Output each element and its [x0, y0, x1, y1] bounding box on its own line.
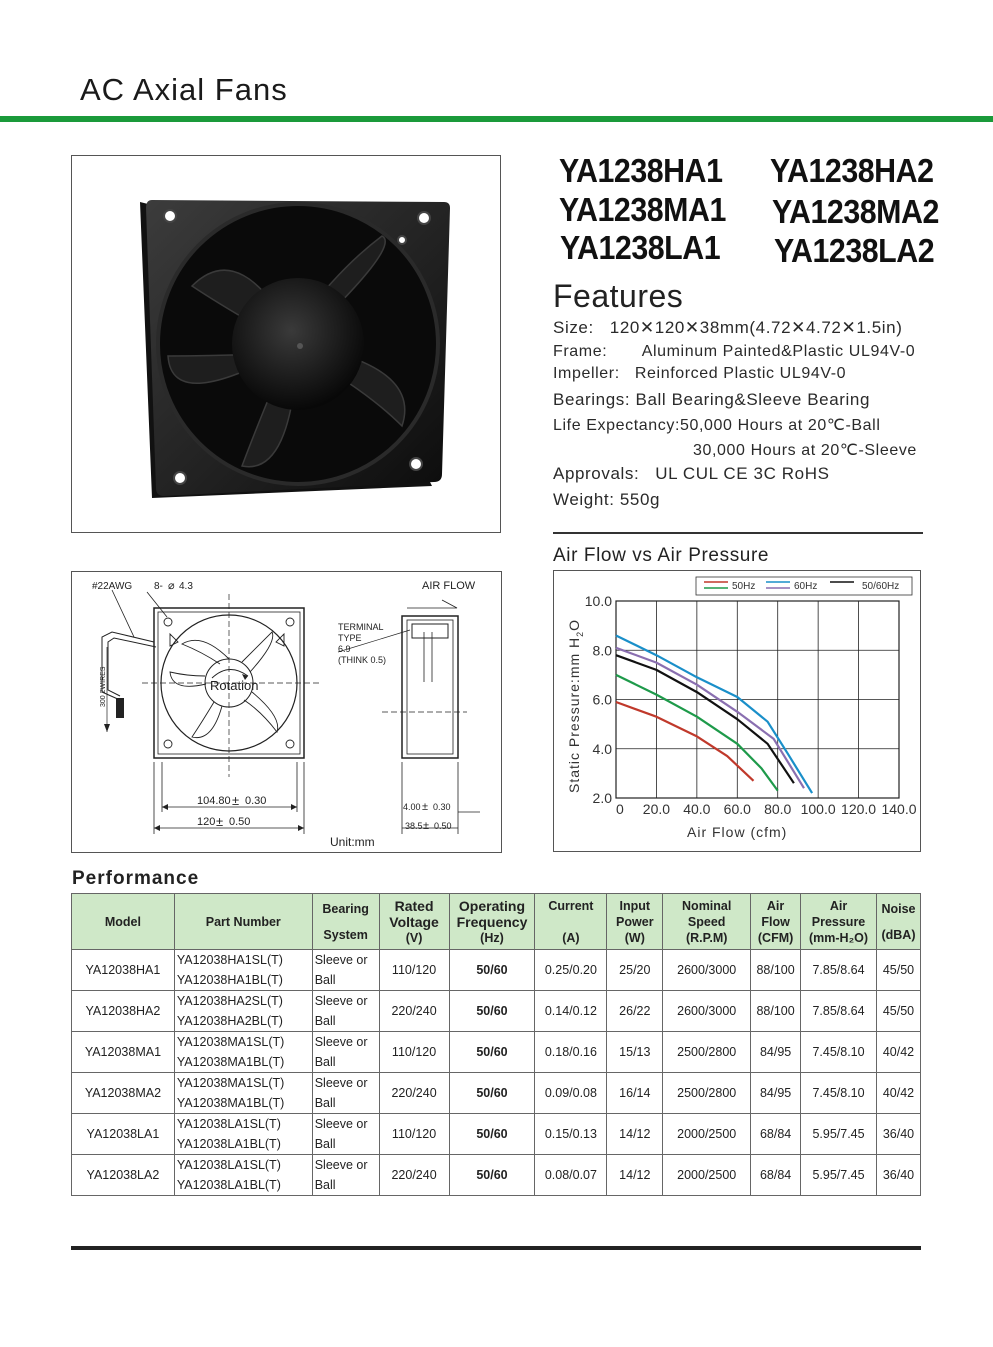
- table-row: [72, 991, 921, 1032]
- cell-noise: 45/50: [876, 950, 920, 991]
- model-name: YA1238HA2: [770, 152, 934, 189]
- x-tick-label: 80.0: [764, 801, 792, 817]
- col-air-pressure: Air Pressure (mm-H₂O): [801, 894, 877, 950]
- cell-air-flow: 84/95: [751, 1032, 801, 1073]
- cell-bearing: Sleeve or Ball: [312, 1155, 379, 1196]
- cell-frequency: 50/60: [449, 991, 535, 1032]
- fan-photo-icon: [72, 156, 500, 532]
- cell-speed: 2000/2500: [663, 1155, 751, 1196]
- cell-speed: 2600/3000: [663, 991, 751, 1032]
- cell-part-number: YA12038MA1SL(T) YA12038MA1BL(T): [174, 1073, 312, 1114]
- table-row: [72, 1155, 921, 1196]
- wires-label: 300 2WIRES: [100, 666, 107, 707]
- cell-bearing: Sleeve or Ball: [312, 991, 379, 1032]
- feature-size: Size: 120✕120✕38mm(4.72✕4.72✕1.5in): [553, 318, 903, 337]
- x-tick-label: 20.0: [642, 801, 671, 817]
- terminal-label-3: 6.9: [338, 644, 351, 654]
- air-flow-label: AIR FLOW: [422, 580, 476, 592]
- cell-bearing: Sleeve or Ball: [312, 1032, 379, 1073]
- cell-bearing: Sleeve or Ball: [312, 1073, 379, 1114]
- cell-voltage: 110/120: [379, 1032, 449, 1073]
- performance-title: Performance: [72, 868, 200, 889]
- legend-label: 60Hz: [794, 581, 818, 592]
- x-tick-label: 0: [616, 801, 624, 817]
- cell-model: YA12038HA2: [72, 991, 175, 1032]
- rotation-label: Rotation: [210, 678, 259, 693]
- feature-bearings: Bearings: Ball Bearing&Sleeve Bearing: [553, 390, 871, 409]
- col-voltage: Rated Voltage (V): [379, 894, 449, 950]
- cell-power: 14/12: [607, 1155, 663, 1196]
- cell-noise: 36/40: [876, 1155, 920, 1196]
- chart-svg: [554, 571, 920, 851]
- cell-speed: 2500/2800: [663, 1073, 751, 1114]
- terminal-label-1: TERMINAL: [338, 622, 384, 632]
- cell-air-pressure: 5.95/7.45: [801, 1155, 877, 1196]
- feature-approvals: Approvals: UL CUL CE 3C RoHS: [553, 464, 830, 483]
- y-tick-label: 4.0: [592, 740, 612, 757]
- terminal-label-4: (THINK 0.5): [338, 655, 387, 665]
- model-name: YA1238MA1: [559, 191, 726, 228]
- cell-part-number: YA12038HA2SL(T) YA12038HA2BL(T): [174, 991, 312, 1032]
- feature-impeller: Impeller: Reinforced Plastic UL94V-0: [553, 365, 847, 382]
- x-tick-label: 60.0: [723, 801, 751, 817]
- plusminus-icon: ±: [216, 814, 224, 829]
- chart-panel: [553, 570, 921, 852]
- cell-voltage: 220/240: [379, 1155, 449, 1196]
- x-tick-label: 100.0: [800, 801, 836, 817]
- cell-current: 0.14/0.12: [535, 991, 607, 1032]
- cell-model: YA12038LA1: [72, 1114, 175, 1155]
- cell-bearing: Sleeve or Ball: [312, 950, 379, 991]
- cell-model: YA12038MA2: [72, 1073, 175, 1114]
- cell-air-pressure: 7.85/8.64: [801, 991, 877, 1032]
- cell-power: 26/22: [607, 991, 663, 1032]
- dim-flange-label: 4.00: [403, 802, 421, 812]
- cell-speed: 2600/3000: [663, 950, 751, 991]
- x-tick-label: 40.0: [683, 801, 711, 817]
- cell-frequency: 50/60: [449, 1073, 535, 1114]
- cell-frequency: 50/60: [449, 1155, 535, 1196]
- col-air-flow: Air Flow (CFM): [751, 894, 801, 950]
- dim-hole-tol-label: 0.30: [245, 795, 267, 807]
- plusminus-icon: ±: [422, 801, 429, 813]
- cell-voltage: 110/120: [379, 1114, 449, 1155]
- cell-air-flow: 84/95: [751, 1073, 801, 1114]
- feature-frame: Frame: Aluminum Painted&Plastic UL94V-0: [553, 343, 916, 360]
- cell-air-flow: 88/100: [751, 950, 801, 991]
- cell-air-flow: 88/100: [751, 991, 801, 1032]
- col-noise: Noise (dBA): [876, 894, 920, 950]
- dim-width-label: 120: [197, 816, 216, 828]
- col-bearing: Bearing System: [312, 894, 379, 950]
- cell-speed: 2000/2500: [663, 1114, 751, 1155]
- cell-current: 0.08/0.07: [535, 1155, 607, 1196]
- dim-hole-label: 104.80: [197, 795, 231, 807]
- awg-label: #22AWG: [92, 581, 133, 592]
- cell-current: 0.15/0.13: [535, 1114, 607, 1155]
- cell-noise: 45/50: [876, 991, 920, 1032]
- legend-label: 50Hz: [732, 581, 756, 592]
- y-tick-label: 6.0: [592, 691, 612, 708]
- cell-voltage: 220/240: [379, 991, 449, 1032]
- cell-air-flow: 68/84: [751, 1155, 801, 1196]
- feature-weight: Weight: 550g: [553, 490, 661, 509]
- cell-frequency: 50/60: [449, 1114, 535, 1155]
- table-row: [72, 1073, 921, 1114]
- cell-current: 0.25/0.20: [535, 950, 607, 991]
- y-tick-label: 8.0: [592, 642, 612, 659]
- col-frequency: Operating Frequency (Hz): [449, 894, 535, 950]
- hole-dia-label: 4.3: [179, 581, 193, 592]
- drawing-svg: [72, 572, 501, 852]
- col-current: Current (A): [535, 894, 607, 950]
- cell-frequency: 50/60: [449, 950, 535, 991]
- plusminus-icon: ±: [232, 793, 240, 808]
- y-tick-label: 10.0: [584, 593, 612, 609]
- cell-model: YA12038HA1: [72, 950, 175, 991]
- dim-flange-tol-label: 0.30: [433, 802, 451, 812]
- plusminus-icon: ±: [423, 820, 430, 832]
- diameter-icon: ⌀: [168, 580, 175, 592]
- chart-title: Air Flow vs Air Pressure: [553, 545, 770, 566]
- table-row: [72, 1032, 921, 1073]
- x-axis-label: Air Flow (cfm): [687, 824, 788, 840]
- features-title: Features: [553, 278, 684, 314]
- cell-air-pressure: 7.45/8.10: [801, 1032, 877, 1073]
- dim-depth-tol-label: 0.50: [434, 821, 452, 831]
- y-tick-label: 2.0: [592, 790, 612, 806]
- model-name: YA1238LA1: [560, 229, 721, 266]
- cell-air-pressure: 7.85/8.64: [801, 950, 877, 991]
- cell-current: 0.18/0.16: [535, 1032, 607, 1073]
- cell-power: 15/13: [607, 1032, 663, 1073]
- model-name: YA1238LA2: [774, 232, 935, 269]
- cell-power: 25/20: [607, 950, 663, 991]
- table-row: [72, 1114, 921, 1155]
- feature-life: Life Expectancy:50,000 Hours at 20℃-Ball: [553, 417, 881, 434]
- dim-depth-label: 38.5: [405, 821, 423, 831]
- dim-width-tol-label: 0.50: [229, 816, 251, 828]
- page-title: AC Axial Fans: [80, 72, 288, 107]
- legend-label: 50/60Hz: [862, 581, 900, 592]
- model-name: YA1238MA2: [772, 193, 939, 230]
- product-photo: [71, 155, 501, 533]
- x-tick-label: 140.0: [881, 801, 917, 817]
- table-row: [72, 950, 921, 991]
- cell-air-pressure: 7.45/8.10: [801, 1073, 877, 1114]
- col-part-number: Part Number: [174, 894, 312, 950]
- holes-label: 8-: [154, 581, 163, 592]
- dimension-drawing: [71, 571, 502, 853]
- y-axis-label: Static Pressure:mm $H_2O$: [566, 618, 585, 793]
- cell-part-number: YA12038LA1SL(T) YA12038LA1BL(T): [174, 1155, 312, 1196]
- cell-noise: 36/40: [876, 1114, 920, 1155]
- features-rule: [553, 532, 923, 534]
- cell-noise: 40/42: [876, 1073, 920, 1114]
- cell-power: 16/14: [607, 1073, 663, 1114]
- model-name: YA1238HA1: [559, 152, 723, 189]
- col-speed: Nominal Speed (R.P.M): [663, 894, 751, 950]
- unit-label: Unit:mm: [330, 835, 375, 849]
- cell-noise: 40/42: [876, 1032, 920, 1073]
- footer-rule: [71, 1246, 921, 1250]
- cell-part-number: YA12038HA1SL(T) YA12038HA1BL(T): [174, 950, 312, 991]
- cell-voltage: 110/120: [379, 950, 449, 991]
- col-power: Input Power (W): [607, 894, 663, 950]
- cell-part-number: YA12038LA1SL(T) YA12038LA1BL(T): [174, 1114, 312, 1155]
- table-header-row: [72, 894, 921, 950]
- series-line-3: [616, 655, 794, 783]
- cell-current: 0.09/0.08: [535, 1073, 607, 1114]
- series-line-4: [616, 648, 804, 788]
- terminal-label-2: TYPE: [338, 633, 362, 643]
- cell-model: YA12038MA1: [72, 1032, 175, 1073]
- cell-air-pressure: 5.95/7.45: [801, 1114, 877, 1155]
- cell-part-number: YA12038MA1SL(T) YA12038MA1BL(T): [174, 1032, 312, 1073]
- cell-power: 14/12: [607, 1114, 663, 1155]
- x-tick-label: 120.0: [841, 801, 877, 817]
- cell-model: YA12038LA2: [72, 1155, 175, 1196]
- cell-frequency: 50/60: [449, 1032, 535, 1073]
- cell-speed: 2500/2800: [663, 1032, 751, 1073]
- cell-air-flow: 68/84: [751, 1114, 801, 1155]
- col-model: Model: [72, 894, 175, 950]
- cell-voltage: 220/240: [379, 1073, 449, 1114]
- cell-bearing: Sleeve or Ball: [312, 1114, 379, 1155]
- performance-table: [71, 893, 921, 1196]
- header-rule: [0, 116, 993, 122]
- feature-life-sleeve: 30,000 Hours at 20℃-Sleeve: [693, 442, 917, 459]
